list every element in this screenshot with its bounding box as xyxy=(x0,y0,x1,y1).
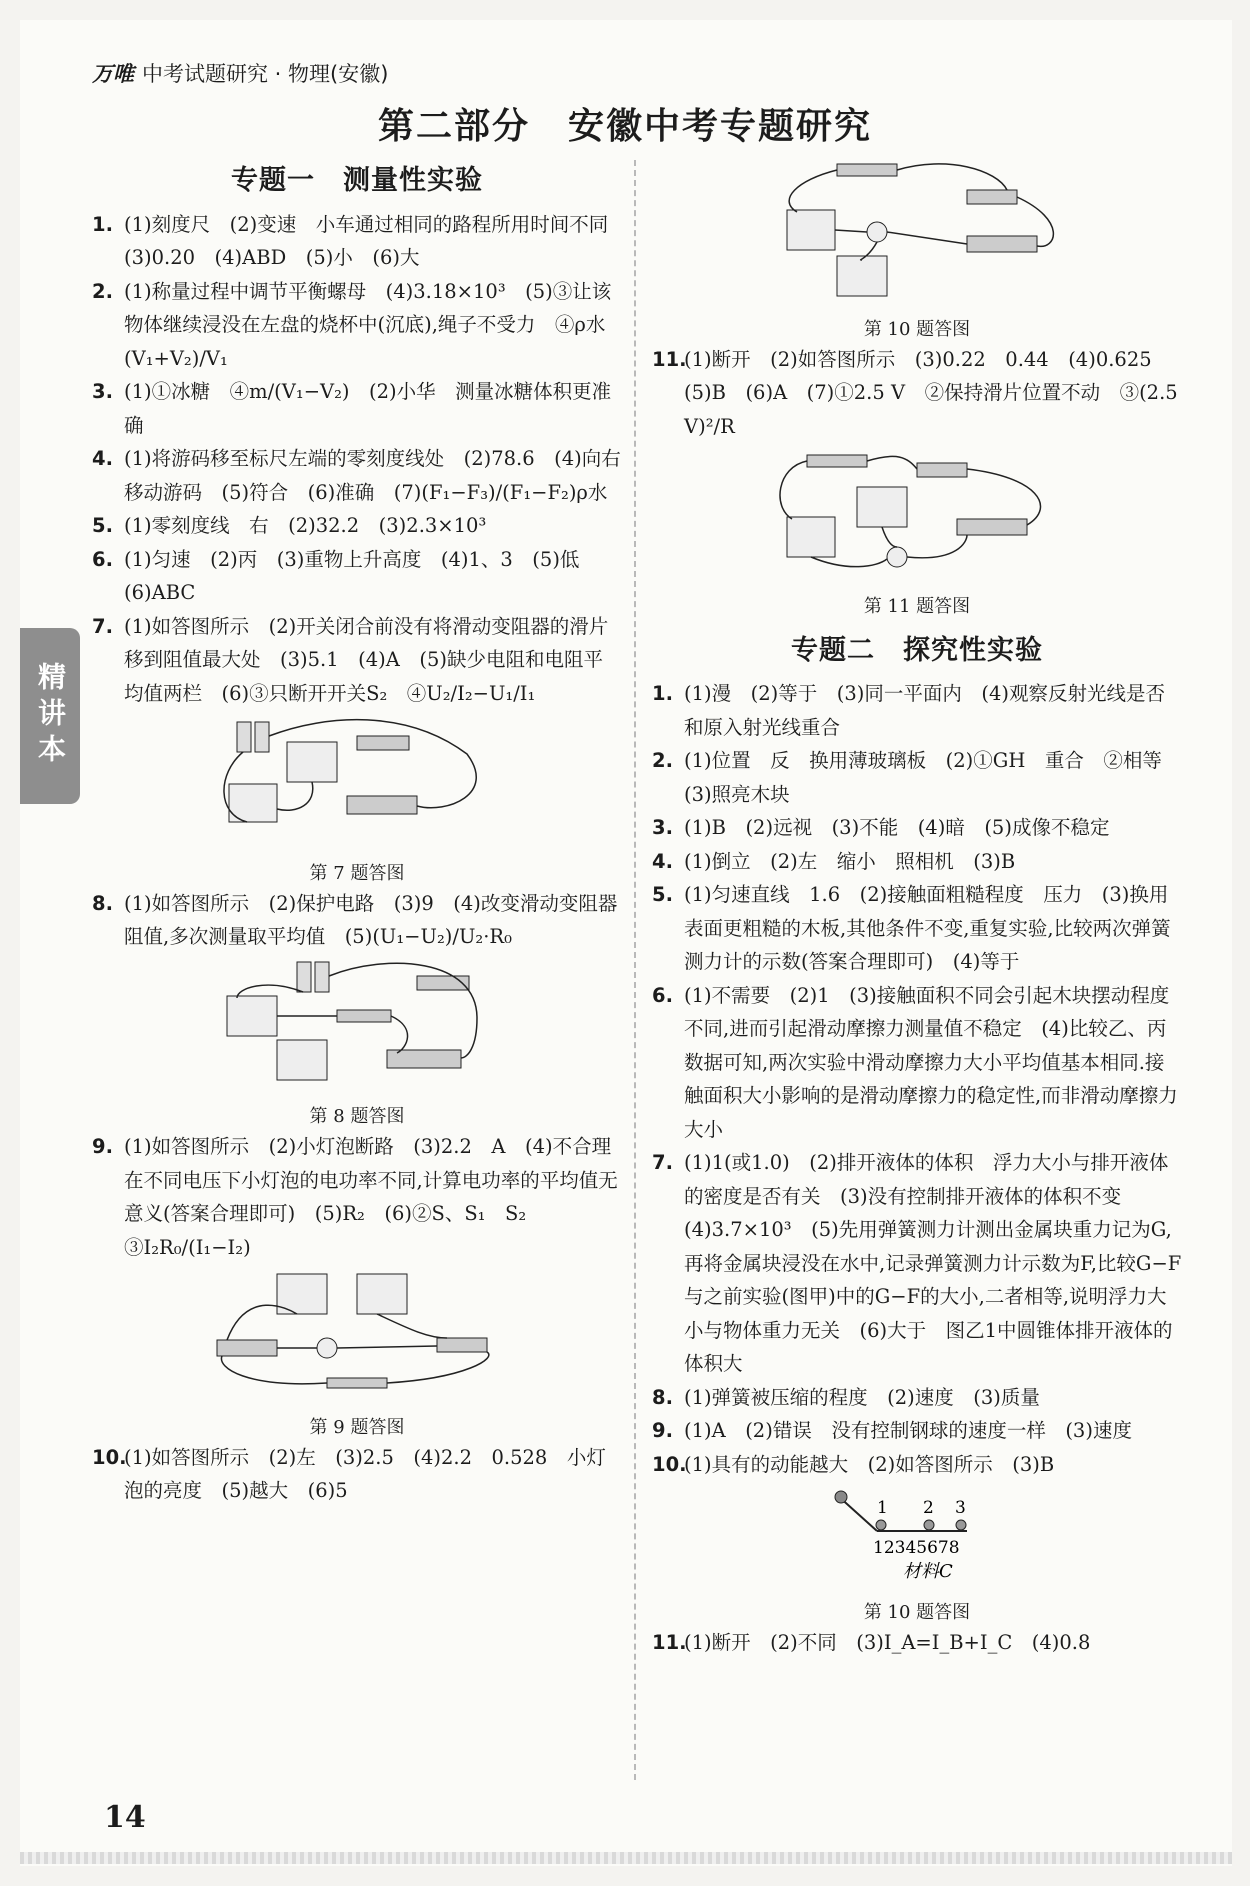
figure-caption: 第 11 题答图 xyxy=(863,595,971,617)
book-title: 中考试题研究 · 物理(安徽) xyxy=(142,62,389,86)
page-number: 14 xyxy=(104,1800,146,1835)
list-item: 10. (1)具有的动能越大 (2)如答图所示 (3)B xyxy=(652,1452,1055,1476)
circuit-figure-11 xyxy=(652,447,1182,588)
list-item: 10. (1)如答图所示 (2)左 (3)2.5 (4)2.2 0.528 小灯泡的亮度 (5)越大 (6)5 xyxy=(92,1445,606,1502)
ramp-material-label: 材料C xyxy=(903,1561,953,1582)
right-column xyxy=(652,156,1182,1659)
list-item: 5. (1)零刻度线 右 (2)32.2 (3)2.3×10³ xyxy=(92,514,487,537)
list-item: 9. (1)如答图所示 (2)小灯泡断路 (3)2.2 A (4)不合理 在不同电压下小灯泡的电功率不同,计算电功率的平均值无意义(答案合理即可) (5)R₂ (6)②S、S₁ S₂ ③I₂R₀/(I₁−I₂) xyxy=(92,1135,631,1259)
circuit-figure-10 xyxy=(652,160,1182,311)
topic1-title: 专题一 测量性实验 xyxy=(231,165,483,196)
list-item: 4. (1)倒立 (2)左 缩小 照相机 (3)B xyxy=(652,849,1016,873)
list-item: 5. (1)匀速直线 1.6 (2)接触面粗糙程度 压力 (3)换用表面更粗糙的木板,其他条件不变,重复实验,比较两次弹簧测力计的示数(答案合理即可) (4)等于 xyxy=(652,883,1171,973)
list-item: 11. (1)断开 (2)不同 (3)I_A=I_B+I_C (4)0.8 xyxy=(652,1630,1091,1654)
ramp-mark-3: 3 xyxy=(955,1498,966,1518)
ramp-scale: 12345678 xyxy=(873,1538,960,1558)
list-item: 8. (1)如答图所示 (2)保护电路 (3)9 (4)改变滑动变阻器阻值,多次测量取平均值 (5)(U₁−U₂)/U₂·R₀ xyxy=(92,891,618,948)
list-item: 3. (1)B (2)远视 (3)不能 (4)暗 (5)成像不稳定 xyxy=(652,816,1110,839)
figure-caption: 第 7 题答图 xyxy=(309,862,405,884)
list-item: 1. (1)漫 (2)等于 (3)同一平面内 (4)观察反射光线是否和原入射光线重合 xyxy=(652,682,1165,739)
circuit-figure-9 xyxy=(92,1268,622,1409)
list-item: 2. (1)称量过程中调节平衡螺母 (4)3.18×10³ (5)③让该物体继续浸没在左盘的烧杯中(沉底),绳子不受力 ④ρ水(V₁+V₂)/V₁ xyxy=(92,279,612,370)
column-divider xyxy=(634,160,636,1780)
figure-caption: 第 8 题答图 xyxy=(309,1106,405,1127)
bottom-stripe xyxy=(20,1852,1232,1864)
circuit-figure-8 xyxy=(92,958,622,1099)
figure-caption: 第 9 题答图 xyxy=(309,1416,405,1438)
list-item: 9. (1)A (2)错误 没有控制钢球的速度一样 (3)速度 xyxy=(652,1419,1132,1442)
list-item: 8. (1)弹簧被压缩的程度 (2)速度 (3)质量 xyxy=(652,1385,1040,1409)
list-item: 1. (1)刻度尺 (2)变速 小车通过相同的路程所用时间不同 (3)0.20 (4)ABD (5)小 (6)大 xyxy=(92,212,628,269)
ramp-mark-1: 1 xyxy=(877,1498,888,1518)
list-item: 3. (1)①冰糖 ④m/(V₁−V₂) (2)小华 测量冰糖体积更准确 xyxy=(92,380,612,437)
brand-logo: 万唯 xyxy=(92,62,134,86)
topic2-title: 专题二 探究性实验 xyxy=(791,634,1043,666)
figure-caption: 第 10 题答图 xyxy=(863,1601,971,1623)
circuit-figure-7 xyxy=(92,714,622,855)
list-item: 7. (1)1(或1.0) (2)排开液体的体积 浮力大小与排开液体的密度是否有关 (3)没有控制排开液体的体积不变 (4)3.7×10³ (5)先用弹簧测力计测出金属块重力记为G,再将金属块浸没在水中,记录弹簧测力计示数为F,比较G−F与之前实验(图甲)中的G−F的大小,二者相等,说明浮力大小与物体重力无关 (6)大于 图乙1中圆锥体排开液体的体积大 xyxy=(652,1151,1182,1375)
ramp-figure-10 xyxy=(652,1485,1182,1594)
list-item: 7. (1)如答图所示 (2)开关闭合前没有将滑动变阻器的滑片移到阻值最大处 (3)5.1 (4)A (5)缺少电阻和电阻平均值两栏 (6)③只断开开关S₂ ④U₂/I₂−U₁/I₁ xyxy=(92,614,609,705)
part-title: 第二部分 安徽中考专题研究 xyxy=(377,106,872,147)
side-tab: 精讲本 xyxy=(20,628,80,804)
list-item: 4. (1)将游码移至标尺左端的零刻度线处 (2)78.6 (4)向右移动游码 (5)符合 (6)准确 (7)(F₁−F₃)/(F₁−F₂)ρ水 xyxy=(92,447,621,504)
figure-caption: 第 10 题答图 xyxy=(863,318,971,340)
list-item: 6. (1)不需要 (2)1 (3)接触面积不同会引起木块摆动程度不同,进而引起滑动摩擦力测量值不稳定 (4)比较乙、丙数据可知,两次实验中滑动摩擦力大小平均值基本相同.接触面积大小影响的是滑动摩擦力的稳定性,而非滑动摩擦力大小 xyxy=(652,983,1178,1141)
list-item: 2. (1)位置 反 换用薄玻璃板 (2)①GH 重合 ②相等 (3)照亮木块 xyxy=(652,749,1182,806)
left-column xyxy=(92,160,631,1508)
list-item: 11. (1)断开 (2)如答图所示 (3)0.22 0.44 (4)0.625 (5)B (6)A (7)①2.5 V ②保持滑片位置不动 ③(2.5 V)²/R xyxy=(652,347,1178,438)
list-item: 6. (1)匀速 (2)丙 (3)重物上升高度 (4)1、3 (5)低 (6)ABC xyxy=(92,547,599,604)
ramp-mark-2: 2 xyxy=(923,1498,934,1518)
page-header xyxy=(92,58,388,88)
